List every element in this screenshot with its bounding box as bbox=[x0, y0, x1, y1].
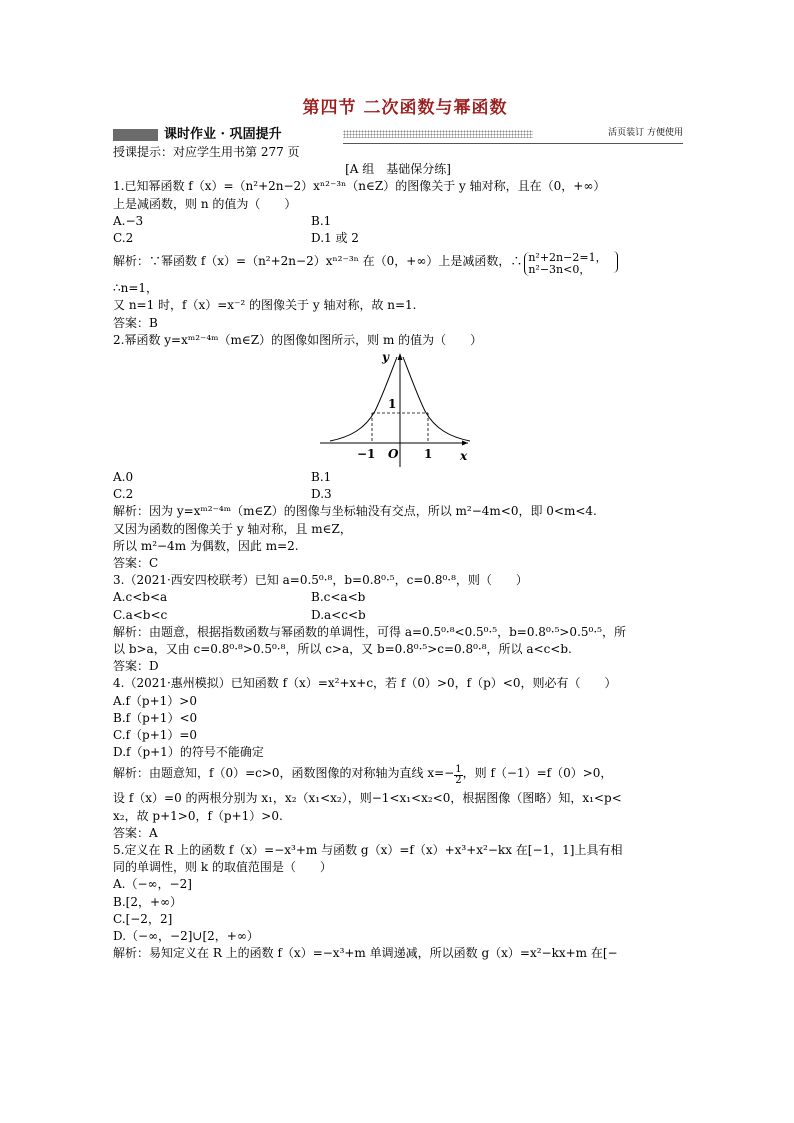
q1-analysis-line1 bbox=[113, 251, 683, 276]
q1-analysis-line3: 又 n=1 时，f（x）=x⁻² 的图像关于 y 轴对称，故 n=1. bbox=[113, 298, 417, 313]
section-title: 第四节 二次函数与幂函数 bbox=[302, 98, 508, 118]
q1-option-d: D.1 或 2 bbox=[311, 231, 359, 245]
q2-analysis-line1: 解析：因为 y=xᵐ²⁻⁴ᵐ（m∈Z）的图像与坐标轴没有交点，所以 m²−4m<0，即 0<m<4. bbox=[113, 504, 597, 519]
q2-options-row1 bbox=[113, 469, 683, 486]
q5-stem-line2: 同的单调性，则 k 的取值范围是（ ） bbox=[113, 860, 332, 875]
q1-stem-line2: 上是减函数，则 n 的值为（ ） bbox=[113, 196, 297, 211]
q2-option-a: A.0 bbox=[113, 470, 134, 484]
worksheet-page bbox=[113, 96, 683, 962]
x-axis-arrow bbox=[462, 441, 468, 446]
q1-system-eq1: n²+2n−2=1， bbox=[528, 251, 607, 265]
q1-option-a: A.−3 bbox=[113, 213, 144, 228]
curve-left bbox=[330, 357, 397, 441]
q2-graph bbox=[113, 349, 683, 469]
banner-dots bbox=[343, 130, 533, 138]
q3-option-c: C.a<b<c bbox=[113, 607, 168, 622]
q4-analysis-text-post: ，则 f（−1）=f（0）>0， bbox=[462, 766, 613, 781]
q4-fraction bbox=[454, 765, 462, 786]
q2-power-function-graph bbox=[320, 351, 470, 467]
q5-option-a: A.（−∞，−2] bbox=[113, 877, 192, 892]
y-axis-arrow bbox=[398, 353, 403, 360]
q1-options-row2 bbox=[113, 230, 683, 247]
origin-label: O bbox=[388, 447, 399, 461]
q2-stem: 2.幂函数 y=xᵐ²⁻⁴ᵐ（m∈Z）的图像如图所示，则 m 的值为（ ） bbox=[113, 332, 483, 347]
q1-options-row1 bbox=[113, 213, 683, 230]
q4-option-d: D.f（p+1）的符号不能确定 bbox=[113, 745, 264, 760]
q3-option-a: A.c<b<a bbox=[113, 590, 168, 605]
q3-analysis-line2: 以 b>a，又由 c=0.8⁰·⁸>0.5⁰·⁸，所以 c>a，又 b=0.8⁰·⁵>c=0.8⁰·⁸，所以 a<c<b. bbox=[113, 641, 572, 656]
q1-equation-system bbox=[524, 252, 606, 276]
q4-option-b: B.f（p+1）<0 bbox=[113, 710, 198, 725]
y-label: y bbox=[382, 351, 389, 364]
q5-option-b: B.[2，+∞） bbox=[113, 894, 183, 909]
q3-option-b: B.c<a<b bbox=[311, 590, 366, 605]
tick-y-1: 1 bbox=[388, 397, 397, 411]
q2-option-d: D.3 bbox=[311, 487, 332, 502]
q4-fraction-numerator: 1 bbox=[455, 764, 462, 776]
q5-option-d: D.（−∞，−2]∪[2，+∞） bbox=[113, 929, 259, 944]
x-label: x bbox=[460, 449, 468, 463]
q4-analysis-line3: x₂，故 p+1>0，f（p+1）>0. bbox=[113, 808, 283, 823]
q1-analysis-text: 解析：∵幂函数 f（x）=（n²+2n−2）xⁿ²⁻³ⁿ 在（0，+∞）上是减函数，∴ bbox=[113, 254, 523, 269]
q2-analysis-line3: 所以 m²−4m 为偶数，因此 m=2. bbox=[113, 538, 299, 553]
q2-option-b: B.1 bbox=[311, 470, 332, 484]
q2-option-c: C.2 bbox=[113, 487, 134, 502]
q3-option-d: D.a<c<b bbox=[311, 607, 366, 622]
q4-analysis-text-pre: 解析：由题意知，f（0）=c>0，函数图像的对称轴为直线 x=− bbox=[113, 766, 455, 781]
banner-tag: 活页装订 方便使用 bbox=[608, 128, 683, 138]
q4-option-a: A.f（p+1）>0 bbox=[113, 693, 197, 708]
q1-analysis-line2: ∴n=1， bbox=[113, 281, 159, 296]
q1-system-eq2: n²−3n<0， bbox=[528, 263, 591, 277]
q5-option-c: C.[−2，2] bbox=[113, 911, 173, 926]
q1-option-c: C.2 bbox=[113, 231, 134, 245]
tick-x-1: 1 bbox=[424, 447, 433, 461]
q4-answer: 答案：A bbox=[113, 825, 158, 840]
q3-answer: 答案：D bbox=[113, 659, 159, 674]
q4-stem: 4.（2021·惠州模拟）已知函数 f（x）=x²+x+c，若 f（0）>0，f（p）<0，则必有（ ） bbox=[113, 676, 617, 691]
q1-option-b: B.1 bbox=[311, 213, 332, 228]
homework-banner bbox=[113, 126, 683, 144]
q4-option-c: C.f（p+1）=0 bbox=[113, 727, 198, 742]
q3-stem: 3.（2021·西安四校联考）已知 a=0.5⁰·⁸，b=0.8⁰·⁵，c=0.8⁰·⁸，则（ ） bbox=[113, 573, 528, 588]
q1-right-brace bbox=[613, 251, 618, 273]
banner-label: 课时作业 · 巩固提升 bbox=[164, 127, 282, 142]
tick-x-neg1: −1 bbox=[357, 447, 376, 461]
q2-analysis-line2: 又因为函数的图像关于 y 轴对称，且 m∈Z， bbox=[113, 521, 352, 536]
lecture-hint: 授课提示：对应学生用书第 277 页 bbox=[113, 145, 300, 159]
group-heading: [A 组 基础保分练] bbox=[345, 162, 451, 177]
q3-options-row1 bbox=[113, 589, 683, 606]
curve-right bbox=[403, 357, 470, 441]
q4-analysis-line2: 设 f（x）=0 的两根分别为 x₁，x₂（x₁<x₂），则−1<x₁<x₂<0，根据图像（图略）知，x₁<p< bbox=[113, 791, 622, 806]
banner-bar bbox=[113, 129, 158, 141]
q4-fraction-denominator: 2 bbox=[455, 775, 462, 787]
q3-analysis-line1: 解析：由题意，根据指数函数与幂函数的单调性，可得 a=0.5⁰·⁸<0.5⁰·⁵，b=0.8⁰·⁵>0.5⁰·⁵，所 bbox=[113, 624, 626, 639]
q3-options-row2 bbox=[113, 607, 683, 624]
q2-options-row2 bbox=[113, 486, 683, 503]
q2-answer: 答案：C bbox=[113, 555, 159, 570]
q4-analysis-line1 bbox=[113, 765, 683, 786]
banner-rule bbox=[343, 143, 683, 144]
q1-stem-line1: 1.已知幂函数 f（x）=（n²+2n−2）xⁿ²⁻³ⁿ（n∈Z）的图像关于 y 轴对称，且在（0，+∞） bbox=[113, 179, 606, 194]
q1-answer: 答案：B bbox=[113, 315, 158, 330]
q5-analysis-line1: 解析：易知定义在 R 上的函数 f（x）=−x³+m 单调递减，所以函数 g（x）=x²−kx+m 在[− bbox=[113, 946, 618, 961]
q5-stem-line1: 5.定义在 R 上的函数 f（x）=−x³+m 与函数 g（x）=f（x）+x³+x²−kx 在[−1，1]上具有相 bbox=[113, 843, 623, 857]
